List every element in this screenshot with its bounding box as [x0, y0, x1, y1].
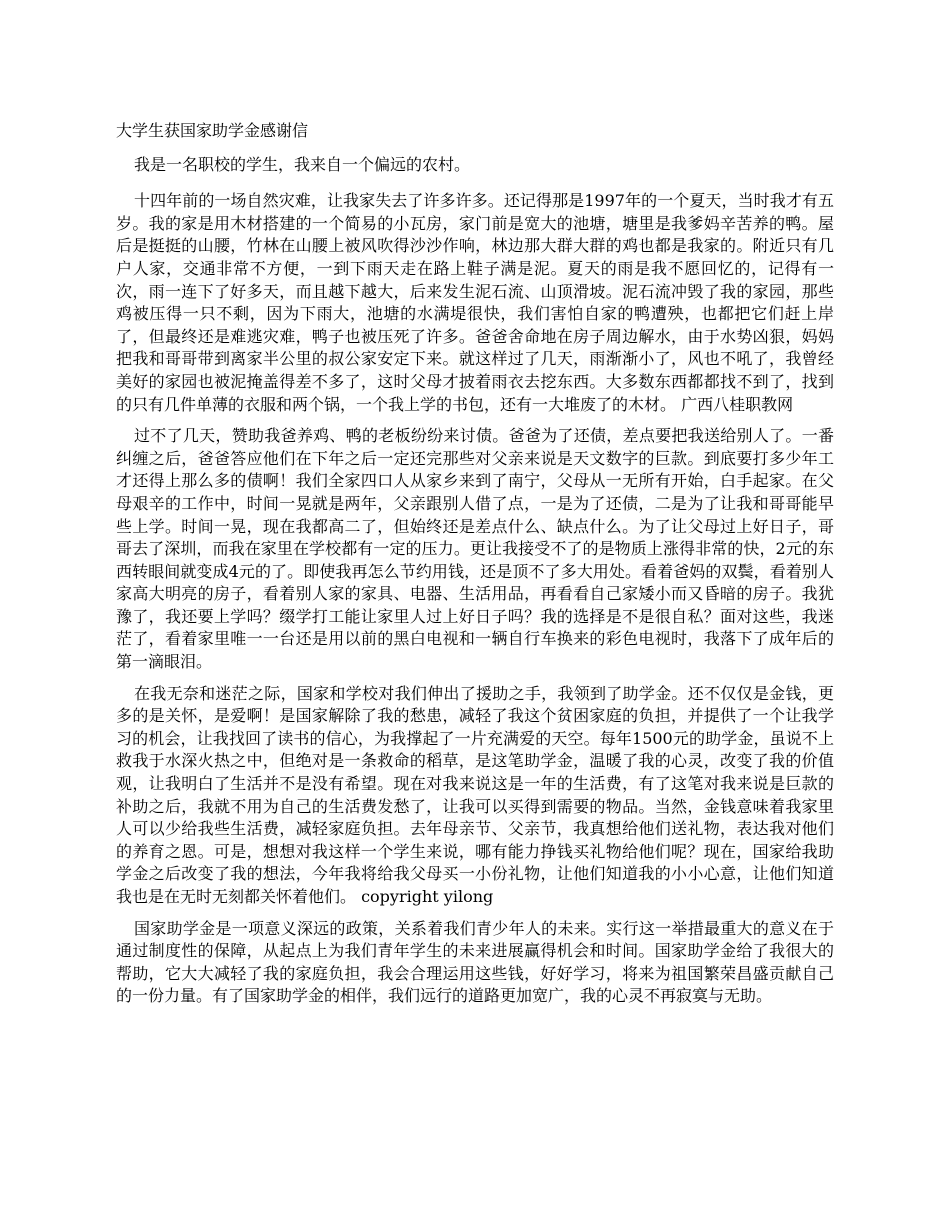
- letter-document: [116, 120, 834, 1017]
- paragraph-disaster: 十四年前的一场自然灾难，让我家失去了许多许多。还记得那是1997年的一个夏天，当时我才有五岁。我的家是用木材搭建的一个简易的小瓦房，家门前是宽大的池塘，塘里是我爹妈辛苦养的鸭。屋后是挺挺的山腰，竹林在山腰上被风吹得沙沙作响，林边那大群大群的鸡也都是我家的。附近只有几户人家，交通非常不方便，一到下雨天走在路上鞋子满是泥。夏天的雨是我不愿回忆的，记得有一次，雨一连下了好多天，而且越下越大，后来发生泥石流、山顶滑坡。泥石流冲毁了我的家园，那些鸡被压得一只不剩，因为下雨大，池塘的水满堤很快，我们害怕自家的鸭遭殃，也都把它们赶上岸了，但最终还是难逃灾难，鸭子也被压死了许多。爸爸舍命地在房子周边解水，由于水势凶狠，妈妈把我和哥哥带到离家半公里的叔公家安定下来。就这样过了几天，雨渐渐小了，风也不吼了，我曾经美好的家园也被泥掩盖得差不多了，这时父母才披着雨衣去挖东西。大多数东西都都找不到了，找到的只有几件单薄的衣服和两个锅，一个我上学的书包，还有一大堆废了的木材。 广西八桂职教网: [116, 191, 834, 414]
- paragraph-conclusion: 国家助学金是一项意义深远的政策，关系着我们青少年人的未来。实行这一举措最重大的意义在于通过制度性的保障，从起点上为我们青年学生的未来进展赢得机会和时间。国家助学金给了我很大的帮助，它大大减轻了我的家庭负担，我会合理运用这些钱，好好学习，将来为祖国繁荣昌盛贡献自己的一份力量。有了国家助学金的相伴，我们远行的道路更加宽广，我的心灵不再寂寞与无助。: [116, 918, 834, 1006]
- letter-title: 大学生获国家助学金感谢信: [116, 121, 309, 140]
- paragraph-intro: 我是一名职校的学生，我来自一个偏远的农村。: [134, 154, 471, 174]
- paragraph-grant: 在我无奈和迷茫之际，国家和学校对我们伸出了援助之手，我领到了助学金。还不仅仅是金钱，更多的是关怀，是爱啊！是国家解除了我的愁患，减轻了我这个贫困家庭的负担，并提供了一个让我学习的机会，让我找回了读书的信心，为我撑起了一片充满爱的天空。每年1500元的助学金，虽说不上救我于水深火热之中，但绝对是一条救命的稻草，是这笔助学金，温暖了我的心灵，改变了我的价值观，让我明白了生活并不是没有希望。现在对我来说这是一年的生活费，有了这笔对我来说是巨款的补助之后，我就不用为自己的生活费发愁了，让我可以买得到需要的物品。当然，金钱意味着我家里人可以少给我些生活费，减轻家庭负担。去年母亲节、父亲节，我真想给他们送礼物，表达我对他们的养育之恩。可是，想想对我这样一个学生来说，哪有能力挣钱买礼物给他们呢？现在，国家给我助学金之后改变了我的想法，今年我将给我父母买一小份礼物，让他们知道我的小小心意，让他们知道我也是在无时无刻都关怀着他们。 copyright yilong: [116, 683, 834, 906]
- paragraph-debt: 过不了几天，赞助我爸养鸡、鸭的老板纷纷来讨债。爸爸为了还债，差点要把我送给别人了。一番纠缠之后，爸爸答应他们在下年之后一定还完那些对父亲来说是天文数字的巨款。到底要打多少年工才还得上那么多的债啊！我们全家四口人从家乡来到了南宁，父母从一无所有开始，白手起家。在父母艰辛的工作中，时间一晃就是两年，父亲跟别人借了点，一是为了还债，二是为了让我和哥哥能早些上学。时间一晃，现在我都高二了，但始终还是差点什么、缺点什么。为了让父母过上好日子，哥哥去了深圳，而我在家里在学校都有一定的压力。更让我接受不了的是物质上涨得非常的快，2元的东西转眼间就变成4元的了。即使我再怎么节约用钱，还是顶不了多大用处。看着爸妈的双鬓，看着别人家高大明亮的房子，看着别人家的家具、电器、生活用品，再看看自己家矮小而又昏暗的房子。我犹豫了，我还要上学吗？缀学打工能让家里人过上好日子吗？我的选择是不是很自私？面对这些，我迷茫了，看着家里唯一一台还是用以前的黑白电视和一辆自行车换来的彩色电视时，我落下了成年后的第一滴眼泪。: [116, 426, 834, 672]
